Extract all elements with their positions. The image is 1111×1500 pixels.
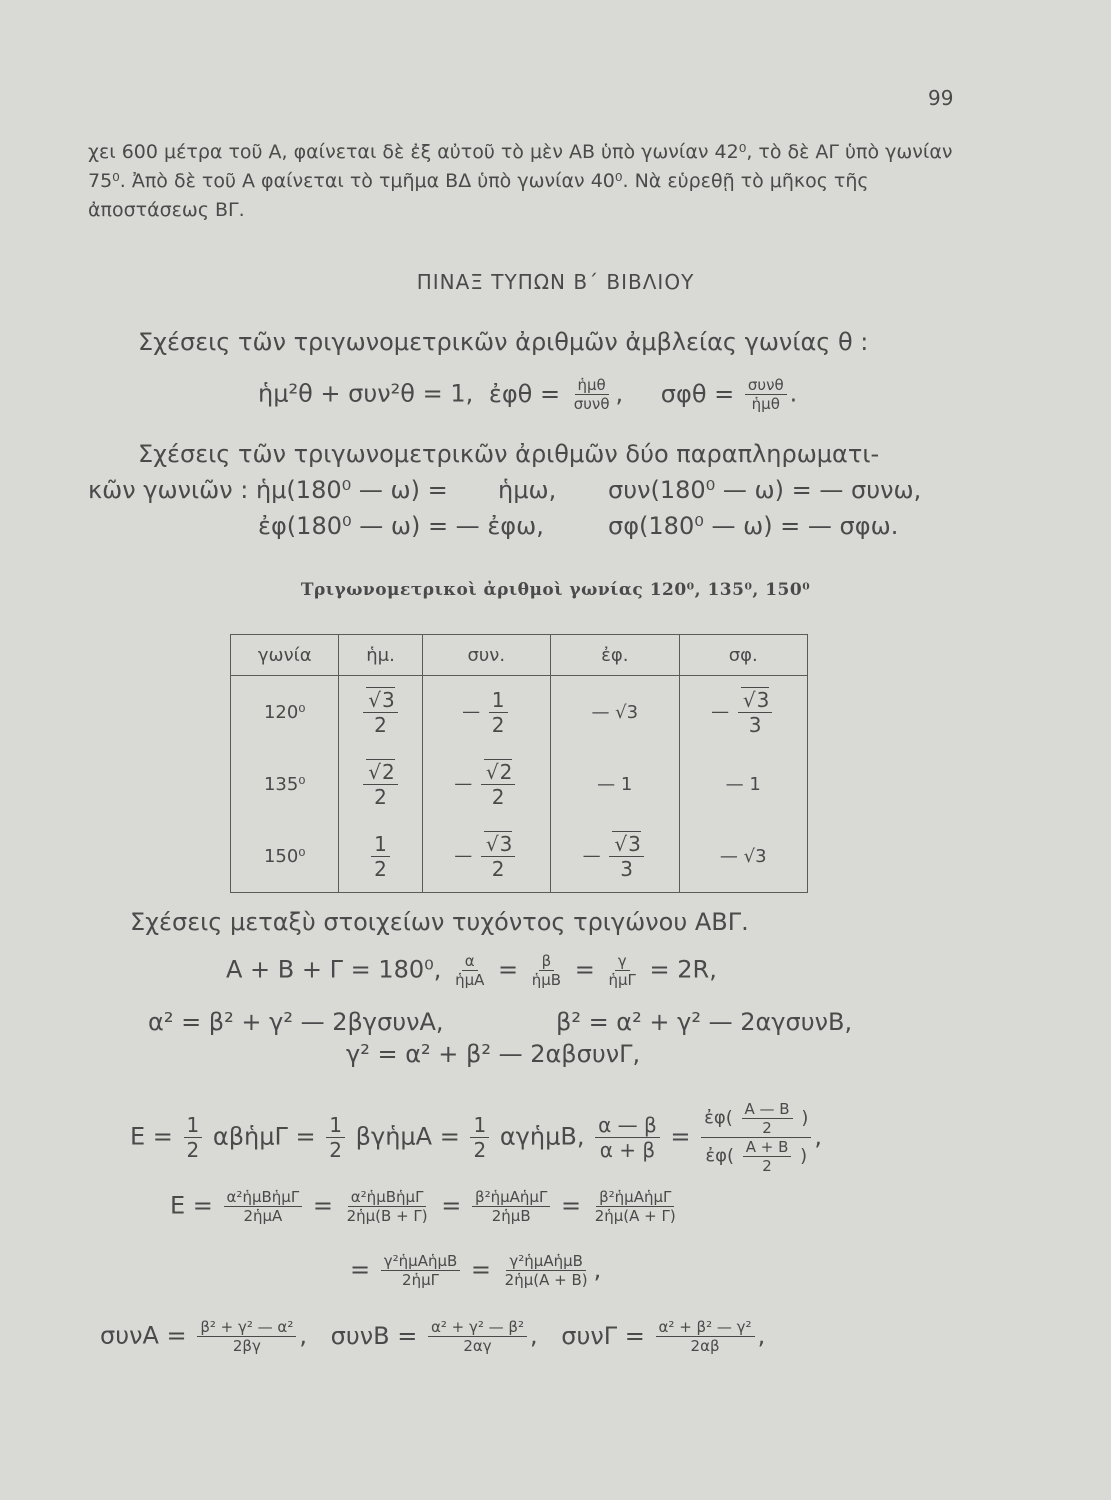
law-of-cosines-a: α² = β² + γ² — 2βγσυνΑ, [148, 1008, 444, 1036]
section1-formulas: ἡμ²θ + συν²θ = 1, ἐφθ = $\frac{\text{ἡμθ}}{\text{συνθ}}$ , σφθ = $\frac{\text{συνθ}}{\text{ἡμθ}}$ . [258, 376, 798, 413]
cell: — √ $\frac{3}{3}$ [679, 676, 808, 749]
cell: — √ $\frac{3}{2}$ [422, 820, 550, 893]
problem-text: χει 600 μέτρα τοῦ Α, φαίνεται δὲ ἐξ αὐτοῦ τὸ μὲν ΑΒ ὑπὸ γωνίαν 42⁰, τὸ δὲ ΑΓ ὑπὸ γωνίαν 75⁰. Ἀπὸ δὲ τοῦ Α φαίνεται τὸ τμῆμα ΒΔ ὑπὸ γωνίαν 40⁰. Νὰ εὑρεθῇ τὸ μῆκος τῆς ἀποστάσεως ΒΓ. [88, 141, 953, 221]
cell: √ $\frac{3}{2}$ [339, 676, 422, 749]
area-formula: Ε = $\frac{1}{2}$ αβἡμΓ = $\frac{1}{2}$ βγἡμΑ = $\frac{1}{2}$ αγἡμΒ, $\frac{\alpha — \beta}{\alpha + \beta}$ = ἐφ( $\frac{A — B}{2}$ ) ἐφ( $\frac{A + B}{2}$ ) , [130, 1100, 822, 1175]
cosine-formulas: συνΑ = $\frac{\text{β² + γ² — α²}}{2\beta\gamma}$ , συνΒ = $\frac{\text{α² + γ² — β²}}{2\alpha\gamma}$ , συνΓ = $\frac{\text{α² + β² — γ²}}{2\alpha\beta}$ , [100, 1318, 766, 1355]
cell: √ $\frac{2}{2}$ [339, 748, 422, 820]
cell: — 1 [679, 748, 808, 820]
header-tan: ἐφ. [551, 635, 679, 676]
header-cos: συν. [422, 635, 550, 676]
table-row [231, 676, 808, 749]
section2-line2b: ἡμω, [498, 476, 557, 504]
law-of-cosines-c: γ² = α² + β² — 2αβσυνΓ, [346, 1040, 641, 1068]
section2-line3a: ἐφ(180⁰ — ω) = — ἐφω, [258, 512, 544, 540]
section-title: ΠΙΝΑΞ ΤΥΠΩΝ Β΄ ΒΙΒΛΙΟΥ [416, 270, 695, 294]
table-row [231, 820, 808, 893]
header-sin: ἡμ. [339, 635, 422, 676]
area-formula-2: Ε = $\frac{\text{α²ἡμΒἡμΓ}}{\text{2ἡμΑ}}$ = $\frac{\text{α²ἡμΒἡμΓ}}{\text{2ἡμ(Β + Γ)}}$ = $\frac{\text{β²ἡμΑἡμΓ}}{\text{2ἡμΒ}}$ = $\frac{\text{β²ἡμΑἡμΓ}}{\text{2ἡμ(Α + Γ)}}$ [170, 1188, 676, 1225]
section1-heading: Σχέσεις τῶν τριγωνομετρικῶν ἀριθμῶν ἀμβλείας γωνίας θ : [138, 328, 869, 356]
fraction: $\frac{\text{ἡμθ}}{\text{συνθ}}$ [573, 376, 610, 413]
section3-heading: Σχέσεις μεταξὺ στοιχείων τυχόντος τριγώνου ΑΒΓ. [130, 908, 749, 936]
cell-angle: 120⁰ [263, 701, 306, 723]
cell: — 1 [551, 748, 679, 820]
header-angle: γωνία [231, 635, 339, 676]
section2-heading: Σχέσεις τῶν τριγωνομετρικῶν ἀριθμῶν δύο παραπληρωματι- [138, 440, 880, 468]
section2-line2c: συν(180⁰ — ω) = — συνω, [608, 476, 922, 504]
cell: $\frac{1}{2}$ [339, 820, 422, 893]
trig-values-table [230, 634, 808, 893]
fraction: $\frac{\text{συνθ}}{\text{ἡμθ}}$ [745, 376, 787, 413]
section2-line3b: σφ(180⁰ — ω) = — σφω. [608, 512, 899, 540]
cell: — √ $\frac{3}{3}$ [551, 820, 679, 893]
table-header-row [231, 635, 808, 676]
area-formula-3: = $\frac{\text{γ²ἡμΑἡμΒ}}{\text{2ἡμΓ}}$ = $\frac{\text{γ²ἡμΑἡμΒ}}{\text{2ἡμ(Α + Β)}}$ , [350, 1252, 602, 1289]
table-row [231, 748, 808, 820]
law-of-sines: Α + Β + Γ = 180⁰, $\frac{\alpha}{\text{ἡμΑ}}$ = $\frac{\beta}{\text{ἡμΒ}}$ = $\frac{\gamma}{\text{ἡμΓ}}$ = 2R, [226, 952, 717, 989]
law-of-cosines-b: β² = α² + γ² — 2αγσυνΒ, [556, 1008, 853, 1036]
cell: — √3 [679, 820, 808, 893]
section2-line2a: κῶν γωνιῶν : ἡμ(180⁰ — ω) = [88, 476, 448, 504]
cell-angle: 135⁰ [263, 773, 306, 795]
cell: — √3 [551, 676, 679, 749]
table-caption: Τριγωνομετρικοὶ ἀριθμοὶ γωνίας 120⁰, 135⁰, 150⁰ [300, 580, 811, 600]
page-number: 99 [928, 86, 954, 110]
cell: — √ $\frac{2}{2}$ [422, 748, 550, 820]
cell: — $\frac{1}{2}$ [422, 676, 550, 749]
cell-angle: 150⁰ [263, 845, 306, 867]
header-cot: σφ. [679, 635, 808, 676]
